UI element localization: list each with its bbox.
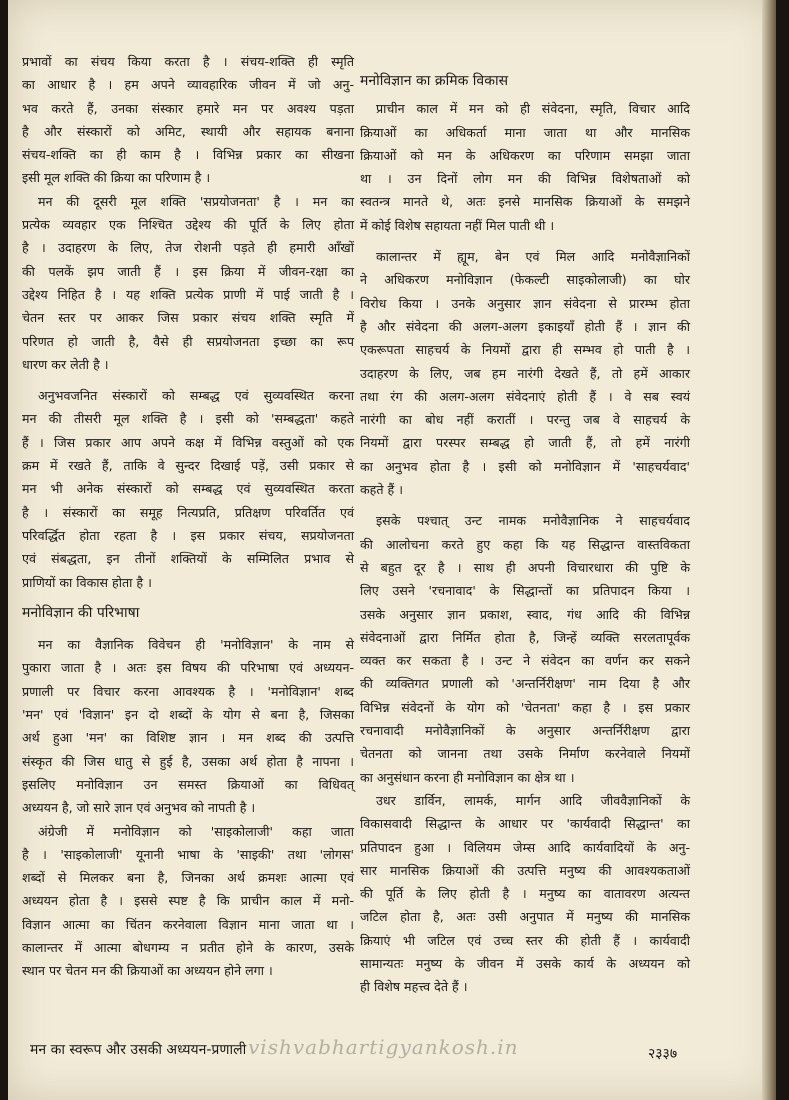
text-line: प्राचीन काल में मन को ही संवेदना, स्मृति, विचार आदि [376, 101, 690, 117]
text-line: अध्ययन है, जो सारे ज्ञान एवं अनुभव को नापती है । [22, 800, 256, 816]
text-line: क्रियाओं को मन के अधिकरण का परिणाम समझा जाता [360, 147, 690, 163]
text-line: मन का वैज्ञानिक विवेचन ही 'मनोविज्ञान' के नाम से [38, 637, 354, 653]
text-line: कहते हैं । [360, 482, 404, 498]
text-line: प्रभावों का संचय किया करता है । संचय-शक्ति ही स्मृति [22, 54, 354, 69]
text-line: व्यक्त कर सकता है । उन्ट ने संवेदन का वर्णन कर सकने [360, 653, 690, 669]
text-line: जटिल होता है, अतः उसी अनुपात में मनुष्य की मानसिक [360, 909, 690, 925]
left-paragraph-1 [22, 50, 354, 190]
text-line: का आधार है । हम अपने व्यावहारिक जीवन में जो अनु- [22, 77, 354, 93]
left-paragraph-2 [22, 190, 354, 376]
text-line: है और संवेदना की अलग-अलग इकाइयाँ होती हैं । ज्ञान की [360, 318, 690, 334]
left-paragraph-4 [22, 633, 354, 819]
left-paragraph-5 [22, 820, 354, 983]
section-heading-evolution: मनोविज्ञान का क्रमिक विकास [360, 73, 509, 89]
text-line: है और संस्कारों को अमिट, स्थायी और सहायक बनाना [22, 123, 354, 139]
text-line: विभिन्न संवेदनों के योग को 'चेतनता' कहा है । इस प्रकार [360, 699, 690, 715]
page-number: २३३७ [648, 1046, 678, 1062]
text-line: हैं । जिस प्रकार आप अपने कक्ष में विभिन्न वस्तुओं को एक [22, 434, 354, 450]
text-line: ही विशेष महत्त्व देते हैं । [360, 979, 468, 995]
text-line: संस्कृत की जिस धातु से हुई है, उसका अर्थ होता है नापना । [22, 753, 354, 769]
text-line: चेतन स्तर पर आकर जिस प्रकार संचय शक्ति स्मृति में [22, 310, 354, 326]
book-spine [762, 0, 776, 1100]
text-line: स्वतन्त्र मानते थे, अतः इनसे मानसिक क्रियाओं के समझने [360, 194, 690, 210]
text-line: संचय-शक्ति का ही काम है । विभिन्न प्रकार का सीखना [22, 147, 354, 163]
text-line: परिवर्द्धित होता रहता है । इस प्रकार संचय, सप्रयोजनता [22, 527, 354, 543]
text-line: स्थान पर चेतन मन की क्रियाओं का अध्ययन होने लगा । [22, 963, 273, 979]
text-line: विरोध किया । उनके अनुसार ज्ञान संवेदना से प्रारम्भ होता [360, 295, 690, 311]
text-line: की आलोचना करते हुए कहा कि यह सिद्धान्त वास्तविकता [360, 536, 690, 552]
text-line: उद्देश्य निहित है । यह शक्ति प्रत्येक प्राणी में पाई जाती है । [22, 286, 354, 302]
text-line: ने अधिकरण मनोविज्ञान (फेकल्टी साइकोलाजी) का घोर [360, 272, 690, 288]
text-line: विकासवादी सिद्धान्त के आधार पर 'कार्यवादी सिद्धान्त' का [360, 816, 690, 832]
text-line: का अनुसंधान करना ही मनोविज्ञान का क्षेत्र था । [360, 769, 575, 785]
right-column [360, 0, 690, 999]
text-line: प्रत्येक व्यवहार एक निश्चित उद्देश्य की पूर्ति के लिए होता [22, 217, 354, 233]
text-line: तथा रंग की अलग-अलग संवेदनाएं होती हैं । वे सब स्वयं [360, 388, 690, 404]
text-line: उसके अनुसार ज्ञान प्रकाश, स्वाद, गंध आदि की विभिन्न [360, 606, 690, 622]
watermark: vishvabhartigyankosh.in [248, 1035, 519, 1059]
text-line: चेतनता को जानना तथा उसके निर्माण करनेवाले नियमों [360, 746, 690, 762]
text-line: अध्ययन होता है । इससे स्पष्ट है कि प्राचीन काल में मनो- [22, 893, 354, 909]
text-line: है । 'साइकोलाजी' यूनानी भाषा के 'साइकी' तथा 'लोगस' [22, 846, 354, 862]
section-heading-definition: मनोविज्ञान की परिभाषा [22, 604, 140, 621]
text-line: नियमों द्वारा परस्पर सम्बद्ध हो जाती हैं, तो हमें नारंगी [360, 435, 690, 451]
text-line: क्रियाएं भी जटिल एवं उच्च स्तर की होती हैं । कार्यवादी [360, 932, 690, 948]
text-line: प्रणाली पर विचार करना आवश्यक है । 'मनोविज्ञान' शब्द [22, 683, 354, 699]
text-line: कालान्तर में ह्यूम, बेन एवं मिल आदि मनोवैज्ञानिकों [376, 249, 690, 265]
text-line: उदाहरण के लिए, जब हम नारंगी देखते हैं, तो हमें आकार [360, 365, 690, 381]
right-paragraph-2 [360, 245, 690, 501]
text-line: पुकारा जाता है । अतः इस विषय की परिभाषा एवं अध्ययन- [22, 660, 354, 676]
text-line: की पलकें झप जाती हैं । इस क्रिया में जीवन-रक्षा का [22, 263, 354, 279]
right-paragraph-4 [360, 789, 690, 999]
left-paragraph-3 [22, 384, 354, 594]
text-line: मन भी अनेक संस्कारों को सम्बद्ध एवं सुव्यवस्थित करता [22, 481, 354, 497]
text-line: है । संस्कारों का समूह नित्यप्रति, प्रतिक्षण परिवर्तित एवं [22, 504, 354, 520]
running-footer-title: मन का स्वरूप और उसकी अध्ययन-प्रणाली [30, 1042, 247, 1058]
text-line: अंग्रेजी में मनोविज्ञान को 'साइकोलाजी' कहा जाता [38, 823, 354, 839]
text-line: से बहुत दूर है । साथ ही अपनी विचारधारा की पुष्टि के [360, 559, 690, 575]
text-line: परिणत हो जाती है, वैसे ही सप्रयोजनता इच्छा का रूप [22, 333, 354, 349]
book-page [8, 0, 776, 1100]
text-line: रचनावादी मनोवैज्ञानिकों के अनुसार अन्तर्निरीक्षण द्वारा [360, 723, 690, 739]
right-paragraph-1 [360, 97, 690, 237]
text-line: कालान्तर में आत्मा बोधगम्य न प्रतीत होने के कारण, उसके [22, 939, 354, 955]
text-line: प्राणियों का विकास होता है । [22, 574, 152, 590]
text-line: एकरूपता साहचर्य के नियमों द्वारा ही सम्भव हो पाती है । [360, 342, 690, 358]
left-column [22, 0, 354, 983]
text-line: एवं संबद्धता, इन तीनों शक्तियों के सम्मिलित प्रभाव से [22, 551, 354, 567]
text-line: विज्ञान आत्मा का चिंतन करनेवाला विज्ञान माना जाता था । [22, 916, 354, 932]
text-line: नारंगी का बोध नहीं करातीं । परन्तु जब वे साहचर्य के [360, 412, 690, 428]
text-line: क्रम में रखते हैं, ताकि वे सुन्दर दिखाई पड़ें, उसी प्रकार से [22, 458, 354, 474]
text-line: इसी मूल शक्ति की क्रिया का परिणाम है । [22, 170, 211, 186]
text-line: मन की दूसरी मूल शक्ति 'सप्रयोजनता' है । मन का [38, 193, 354, 209]
text-line: क्रियाओं का अधिकर्ता माना जाता था और मानसिक [360, 124, 690, 140]
text-line: का अनुभव होता है । इसी को मनोविज्ञान में 'साहचर्यवाद' [360, 458, 690, 474]
text-line: था । उन दिनों लोग मन की विभिन्न विशेषताओं को [360, 171, 690, 187]
text-line: इसलिए मनोविज्ञान उन समस्त क्रियाओं का विधिवत् [22, 776, 354, 792]
text-line: प्रतिपादन हुआ । विलियम जेम्स आदि कार्यवादियों के अनु- [360, 839, 690, 855]
text-line: की व्यक्तिगत प्रणाली को 'अन्तर्निरीक्षण' नाम दिया है और [360, 676, 690, 692]
text-line: है । उदाहरण के लिए, तेज रोशनी पड़ते ही हमारी आँखों [22, 240, 354, 256]
text-line: में कोई विशेष सहायता नहीं मिल पाती थी । [360, 217, 555, 233]
text-line: उधर डार्विन, लामर्क, मार्गन आदि जीववैज्ञानिकों के [376, 792, 690, 808]
right-paragraph-3 [360, 509, 690, 789]
text-line: संवेदनाओं द्वारा निर्मित होता है, जिन्हें व्यक्ति सरलतापूर्वक [360, 629, 690, 645]
text-line: अर्थ हुआ 'मन' का विशिष्ट ज्ञान । मन शब्द की उत्पत्ति [22, 730, 354, 746]
text-line: लिए उसने 'रचनावाद' के सिद्धान्तों का प्रतिपादन किया । [360, 583, 690, 599]
text-line: 'मन' एवं 'विज्ञान' इन दो शब्दों के योग से बना है, जिसका [22, 707, 354, 723]
text-line: भव करते हैं, उनका संस्कार हमारे मन पर अवश्य पड़ता [22, 100, 354, 116]
text-line: अनुभवजनित संस्कारों को सम्बद्ध एवं सुव्यवस्थित करना [38, 388, 354, 404]
text-line: मन की तीसरी मूल शक्ति है । इसी को 'सम्बद्धता' कहते [22, 411, 354, 427]
text-line: सामान्यतः मनुष्य के जीवन में उसके कार्य के अध्ययन को [360, 955, 690, 971]
text-line: शब्दों से मिलकर बना है, जिनका अर्थ क्रमशः आत्मा एवं [22, 870, 354, 886]
text-line: इसके पश्चात् उन्ट नामक मनोवैज्ञानिक ने साहचर्यवाद [376, 513, 690, 529]
text-line: धारण कर लेती है । [22, 356, 109, 372]
text-line: की पूर्ति के लिए होती है । मनुष्य का वातावरण अत्यन्त [360, 886, 690, 902]
text-line: सार मानसिक क्रियाओं की उत्पत्ति मनुष्य की आवश्यकताओं [360, 862, 690, 878]
